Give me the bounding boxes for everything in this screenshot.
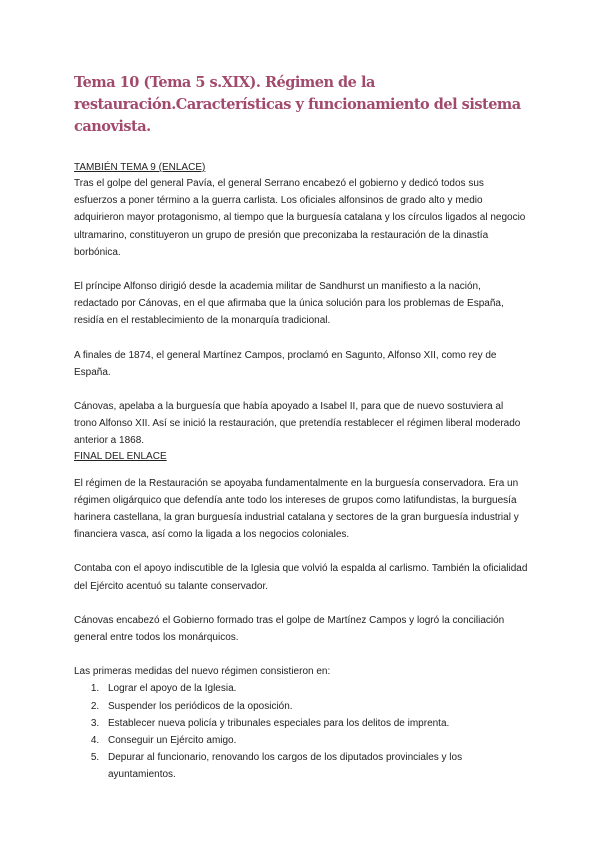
- paragraph: Cánovas encabezó el Gobierno formado tras el golpe de Martínez Campos y logró la conciliación general entre todos los monárquicos.: [74, 614, 505, 644]
- link-start[interactable]: TAMBIÉN TEMA 9 (ENLACE): [74, 162, 206, 173]
- list-item: 4. Conseguir un Ejército amigo.: [102, 732, 528, 749]
- paragraph: El príncipe Alfonso dirigió desde la academia militar de Sandhurst un manifiesto a la nación, redactado por Cánovas, en el que afirmaba que la única solución para los problemas de España, residía en el restablecimiento de la monarquía tradicional.: [74, 281, 504, 327]
- page-title: Tema 10 (Tema 5 s.XIX). Régimen de la restauración.Características y funcionamiento del sistema canovista.: [74, 74, 521, 135]
- paragraph: Tras el golpe del general Pavía, el general Serrano encabezó el gobierno y dedicó todos sus esfuerzos a poner término a la guerra carlista. Los oficiales alfonsinos de grado alto y medio adquirieron mayor protagonismo, al tiempo que la burguesía catalana y los círculos ligados al negocio ultramarino, constituyeron un grupo de presión que preconizaba la restauración de la dinastía borbónica.: [74, 178, 526, 258]
- list-item: 2. Suspender los periódicos de la oposición.: [102, 698, 528, 715]
- list-item: 3. Establecer nueva policía y tribunales especiales para los delitos de imprenta.: [102, 715, 528, 732]
- measures-list: [74, 680, 528, 783]
- link-end[interactable]: FINAL DEL ENLACE: [74, 450, 167, 462]
- paragraph: A finales de 1874, el general Martínez Campos, proclamó en Sagunto, Alfonso XII, como rey de España.: [74, 349, 497, 378]
- paragraph: Las primeras medidas del nuevo régimen consistieron en:: [74, 666, 331, 678]
- paragraph: Contaba con el apoyo indiscutible de la Iglesia que volvió la espalda al carlismo. También la oficialidad del Ejército acentuó su talante conservador.: [74, 563, 528, 592]
- list-item: 5. Depurar al funcionario, renovando los cargos de los diputados provinciales y los ayuntamientos.: [102, 749, 528, 783]
- list-item: 1. Lograr el apoyo de la Iglesia.: [102, 680, 528, 697]
- paragraph: El régimen de la Restauración se apoyaba fundamentalmente en la burguesía conservadora. Era un régimen oligárquico que defendía ante todo los intereses de grupos como latifundistas, la burguesía harinera castellana, la gran burguesía industrial catalana y sectores de la gran burguesía industrial y financiera vasca, así como la ligada a los negocios coloniales.: [74, 477, 519, 541]
- paragraph: Cánovas, apelaba a la burguesía que había apoyado a Isabel II, para que de nuevo sostuviera al trono Alfonso XII. Así se inició la restauración, que pretendía restablecer el régimen liberal moderado anterior a 1868.: [74, 401, 521, 447]
